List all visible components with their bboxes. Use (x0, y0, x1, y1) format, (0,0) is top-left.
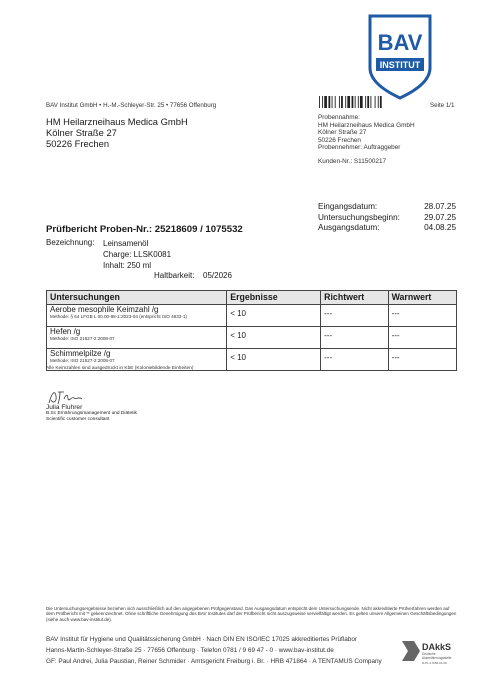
date-row (318, 202, 456, 213)
barcode-bar (365, 96, 366, 108)
barcode-bar (378, 96, 379, 108)
customer-number: Kunden-Nr.: S11500217 (318, 158, 387, 165)
product-name: Leinsamenöl (103, 239, 149, 248)
batch: Charge: LLSK0081 (103, 250, 172, 259)
guide-value-cell: --- (321, 327, 388, 349)
signatory-role: Scientific customer consultant (46, 416, 110, 422)
table-row (47, 327, 457, 349)
svg-text:Akkreditierungsstelle: Akkreditierungsstelle (422, 656, 452, 660)
content: Inhalt: 250 ml (103, 261, 152, 270)
barcode-bar (328, 96, 330, 108)
barcode-bar (322, 96, 323, 108)
barcode-bar (370, 96, 371, 108)
sampling-line: 50226 Frechen (318, 136, 361, 144)
sampling-line: Kölner Straße 27 (318, 129, 367, 137)
guide-value-cell: --- (321, 349, 388, 371)
barcode-bar (375, 96, 376, 108)
signatory-title: B.Sc Ernährungsmanagement und Diätetik (46, 410, 137, 416)
date-row (318, 223, 456, 234)
warning-value-cell: --- (388, 327, 456, 349)
test-name: Schimmelpilze /g (50, 349, 111, 358)
svg-text:DAkkS: DAkkS (422, 642, 452, 652)
svg-text:BAV: BAV (377, 30, 423, 55)
date-value: 29.07.25 (424, 212, 456, 222)
test-cell (47, 305, 227, 327)
recipient-line: Kölner Straße 27 (46, 127, 117, 138)
svg-text:D-PL-17056-01-00: D-PL-17056-01-00 (422, 661, 447, 665)
test-cell (47, 327, 227, 349)
recipient-line: 50226 Frechen (46, 138, 110, 149)
barcode-bar (332, 96, 333, 108)
column-header: Untersuchungen (47, 291, 227, 305)
sender-line: BAV Institut GmbH • H.-M.-Schleyer-Str. 25 • 77656 Offenburg (46, 102, 217, 109)
page-number: Seite 1/1 (430, 102, 455, 109)
test-method: Methode: ISO 21527-2:2008-07 (50, 358, 115, 363)
best-before-value: 05/2026 (203, 271, 232, 280)
barcode (318, 96, 414, 108)
results-table (46, 290, 457, 371)
footer-line: BAV Institut für Hygiene und Qualitätssicherung GmbH · Nach DIN EN ISO/IEC 17025 akkreditiertes Prüflabor (46, 636, 358, 643)
date-value: 04.08.25 (424, 223, 456, 232)
best-before-label: Haltbarkeit: (154, 271, 195, 280)
barcode-bar (324, 96, 327, 108)
barcode-bar (367, 96, 369, 108)
barcode-bar (341, 96, 343, 108)
barcode-bar (345, 96, 346, 108)
barcode-bar (380, 96, 382, 108)
barcode-bar (319, 96, 320, 108)
column-header: Warnwert (388, 291, 456, 305)
disclaimer: Die Untersuchungsergebnisse beziehen sich ausschließlich auf den angegebenen Prüfgegenstand. Das Ausgangsdatum entspricht dem Untersuchungsende. Nicht akkreditierte Prüfverfahren werden auf dem Prüfbericht mit ** gekennzeichnet. Ohne schriftliche Genehmigung des BAV Institutes darf der Prüfbericht nicht auszugsweise vervielfältigt werden. Es gelten unsere Allgemeinen Geschäftsbedingungen (siehe auch www.bav-institut.de). (46, 606, 457, 622)
sampling-line: Probennehmer: Auftraggeber (318, 144, 401, 152)
barcode-bar (352, 96, 354, 108)
result-cell: < 10 (227, 305, 321, 327)
sampling-line: Probennahme: (318, 114, 360, 121)
test-name: Hefen /g (50, 327, 81, 336)
recipient-line: HM Heilarzneihaus Medica GmbH (46, 116, 188, 127)
barcode-bar (339, 96, 340, 108)
result-cell: < 10 (227, 349, 321, 371)
footer-line: GF: Paul Andrei, Julia Paustian, Reiner Schmider · Amtsgericht Freiburg i. Br. · HRB 471864 · A TENTAMUS Company (46, 658, 382, 665)
footer-line: Hanns-Martin-Schleyer-Straße 25 · 77656 Offenburg · Telefon 0781 / 9 69 47 - 0 · www.bav-institut.de (46, 647, 334, 654)
barcode-bar (335, 96, 336, 108)
sampling-line: HM Heilarzneihaus Medica GmbH (318, 121, 415, 129)
signatory (46, 405, 137, 422)
test-method: Methode: § 64 LFGB L 00.00-88-1:2023-04 (entspricht ISO 4833-1) (50, 314, 187, 319)
barcode-bar (355, 96, 356, 108)
column-header: Ergebnisse (227, 291, 321, 305)
barcode-bar (347, 96, 350, 108)
result-cell: < 10 (227, 327, 321, 349)
table-row (47, 305, 457, 327)
test-name: Aerobe mesophile Keimzahl /g (50, 305, 159, 314)
barcode-bar (358, 96, 359, 108)
dakks-logo (400, 637, 458, 667)
report-title: Prüfbericht Proben-Nr.: 25218609 / 1075532 (46, 224, 243, 235)
designation-values (103, 238, 171, 271)
bav-institut-logo (366, 14, 434, 100)
date-label: Untersuchungsbeginn: (318, 212, 400, 222)
warning-value-cell: --- (388, 305, 456, 327)
test-method: Methode: ISO 21527-2:2008-07 (50, 336, 115, 341)
date-label: Eingangsdatum: (318, 202, 378, 211)
table-header-row (47, 291, 457, 305)
dates-block (318, 202, 456, 234)
guide-value-cell: --- (321, 305, 388, 327)
table-footnote: Alle Keimzahlen sind ausgedrückt in KbE (Koloniebildende Einheiten) (46, 366, 194, 371)
svg-text:INSTITUT: INSTITUT (379, 60, 421, 70)
barcode-bar (360, 96, 363, 108)
date-label: Ausgangsdatum: (318, 223, 380, 232)
signatory-name: Julia Fluhrer (46, 404, 83, 411)
warning-value-cell: --- (388, 349, 456, 371)
designation-label: Bezeichnung: (46, 238, 95, 247)
svg-text:Deutsche: Deutsche (422, 652, 436, 656)
sampling-info (318, 114, 415, 152)
recipient-address (46, 116, 188, 149)
column-header: Richtwert (321, 291, 388, 305)
date-row (318, 213, 456, 224)
date-value: 28.07.25 (424, 202, 456, 211)
